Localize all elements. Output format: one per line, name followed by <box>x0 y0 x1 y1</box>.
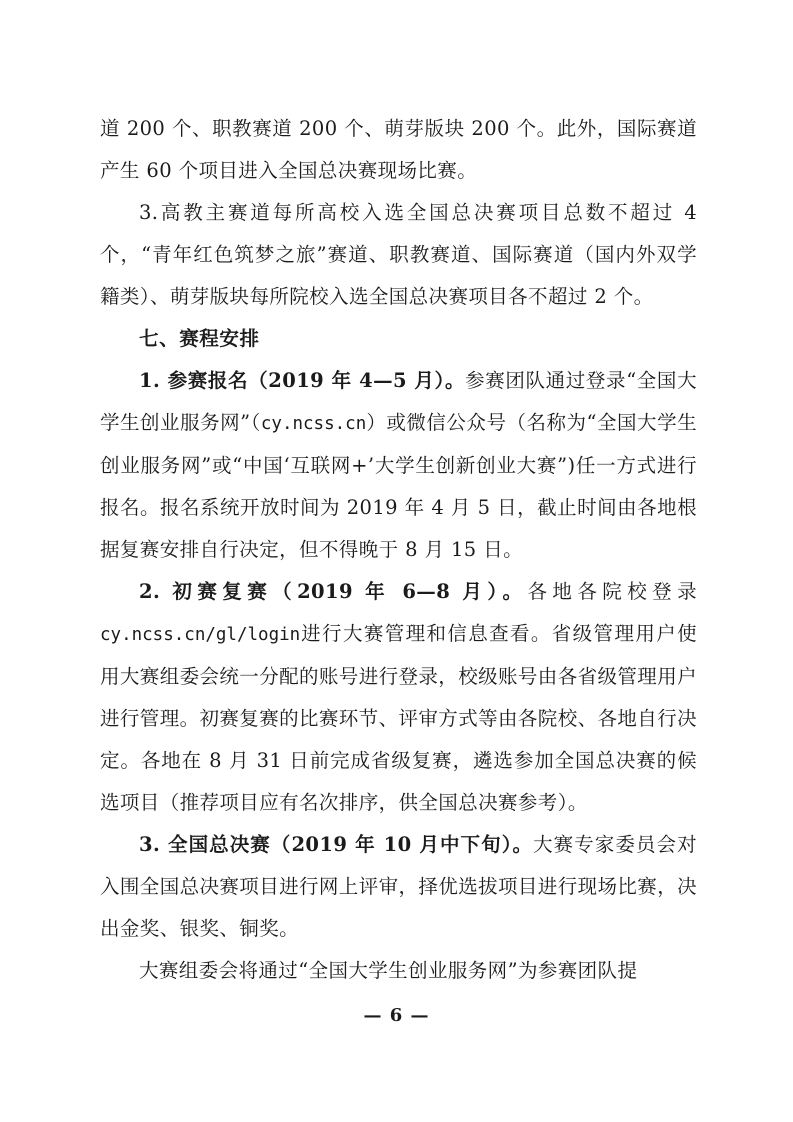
document-body <box>100 108 697 992</box>
p-continued-routes <box>100 108 697 192</box>
p-registration <box>100 360 697 571</box>
text-run-normal: 道 200 个、职教赛道 200 个、萌芽版块 200 个。此外，国际赛道产生 60 个项目进入全国总决赛现场比赛。 <box>100 117 697 182</box>
text-run-bold: 3. 全国总决赛（2019 年 10 月中下旬）。 <box>139 833 534 856</box>
text-run-bold: 1. 参赛报名（2019 年 4—5 月）。 <box>139 369 466 392</box>
text-run-normal: ）或微信公众号（名称为“全国大学生创业服务网”或“中国‘互联网+’大学生创新创业大赛”)任一方式进行报名。报名系统开放时间为 2019 年 4 月 5 日，截止时间由各地根据复赛安排自行决定，但不得晚于 8 月 15 日。 <box>100 411 697 561</box>
text-run-bold: 2. 初赛复赛（2019 年 6—8 月）。 <box>139 580 528 603</box>
p-committee-service <box>100 950 697 992</box>
text-run-mono: cy.ncss.cn <box>260 414 367 434</box>
p-preliminary <box>100 571 697 824</box>
page-number: — 6 — <box>363 1005 430 1026</box>
text-run-normal: 大赛专家委员会对入围全国总决赛项目进行网上评审，择优选拔项目进行现场比赛，决出金奖、银奖、铜奖。 <box>100 833 698 940</box>
p-section-seven-heading <box>100 318 697 360</box>
text-run-bold: 七、赛程安排 <box>139 327 260 350</box>
text-run-normal: 大赛组委会将通过“全国大学生创业服务网”为参赛团队提 <box>139 959 638 982</box>
p-item-3-quota <box>100 192 697 318</box>
text-run-normal: 进行大赛管理和信息查看。省级管理用户使用大赛组委会统一分配的账号进行登录，校级账号由各省级管理用户进行管理。初赛复赛的比赛环节、评审方式等由各院校、各地自行决定。各地在 8 月 31 日前完成省级复赛，遴选参加全国总决赛的候选项目（推荐项目应有名次排序，供全国总决赛参考）。 <box>100 622 698 814</box>
p-national-final <box>100 824 697 950</box>
text-run-normal: 参赛团队通过登录“全国大学生创业服务网”（ <box>100 369 697 434</box>
text-run-mono: cy.ncss.cn/gl/login <box>100 625 301 645</box>
text-run-normal: 各地各院校登录 <box>527 580 697 603</box>
text-run-normal: 3.高教主赛道每所高校入选全国总决赛项目总数不超过 4 个，“青年红色筑梦之旅”赛道、职教赛道、国际赛道（国内外双学籍类）、萌芽版块每所院校入选全国总决赛项目各不超过 2 个。 <box>100 201 697 308</box>
